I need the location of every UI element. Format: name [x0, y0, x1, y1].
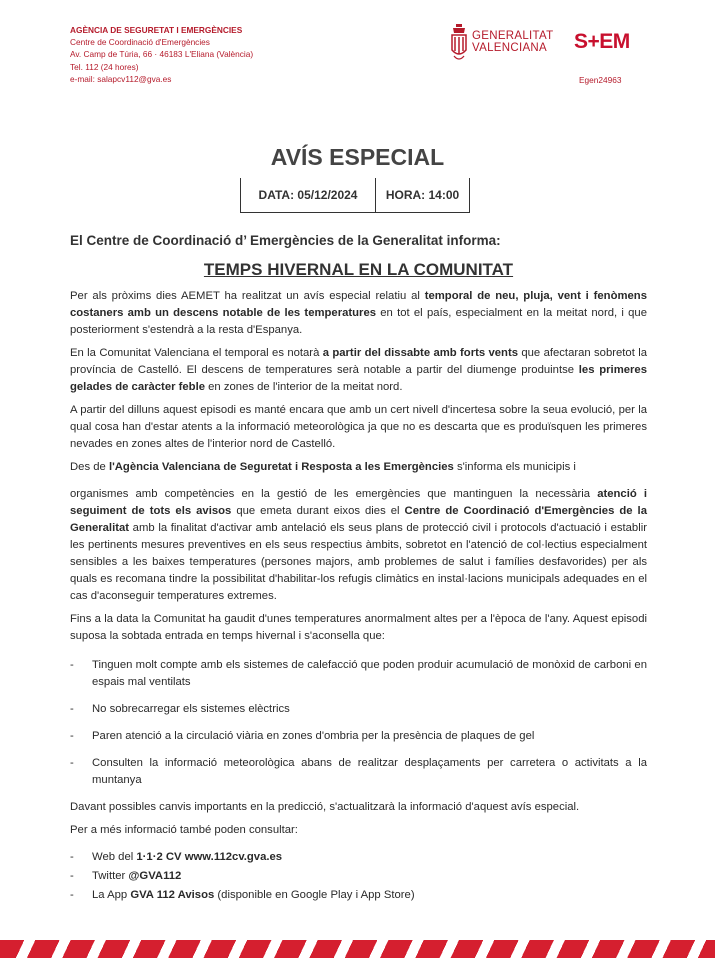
- sender-address: Av. Camp de Túria, 66 · 46183 L'Eliana (València): [70, 49, 254, 60]
- sender-phone: Tel. 112 (24 hores): [70, 61, 139, 72]
- sender-org: AGÈNCIA DE SEGURETAT I EMERGÈNCIES: [70, 25, 243, 35]
- list-item: - Tinguen molt compte amb els sistemes de calefacció que poden produir acumulació de monòxid de carboni en espais mal ventilats: [70, 659, 647, 688]
- sender-block: [70, 24, 253, 85]
- time-cell: HORA: 14:00: [385, 188, 460, 202]
- sem-logo: S+EM: [574, 30, 630, 53]
- notice-subtitle: TEMPS HIVERNAL EN LA COMUNITAT: [203, 260, 514, 279]
- gva-line-2: VALENCIANA: [472, 42, 548, 54]
- paragraph-aemet: Per als pròxims dies AEMET ha realitzat un avís especial relatiu al temporal de neu, pluja, vent i fenòmens costaners amb un descens notable de les temperatures en tot el país, especialment en la meitat nord, i que posteriorment s'estendrà a la resta d'Espanya.: [70, 290, 647, 336]
- sender-line: Centre de Coordinació d'Emergències: [70, 37, 210, 48]
- contact-list: [70, 849, 647, 904]
- paragraph-update: Davant possibles canvis importants en la predicció, s'actualitzarà la informació d'aquest avís especial.: [70, 801, 580, 813]
- date-cell: DATA: 05/12/2024: [241, 178, 376, 212]
- footer-stripe: [0, 940, 715, 958]
- gva-line-1: GENERALITAT: [472, 30, 554, 42]
- contact-web[interactable]: - Web del 1·1·2 CV www.112cv.gva.es: [70, 851, 283, 863]
- paragraph-more-info: Per a més informació també poden consultar:: [70, 824, 298, 836]
- list-item: - Paren atenció a la circulació viària en zones d'ombria per la presència de plaques de gel: [70, 730, 535, 742]
- paragraph-agencia: Des de l'Agència Valenciana de Seguretat i Resposta a les Emergències s'informa els municipis i: [70, 461, 576, 473]
- notice-body: [70, 232, 647, 908]
- contact-app[interactable]: - La App GVA 112 Avisos (disponible en Google Play i App Store): [70, 889, 415, 901]
- header-logos: [450, 24, 650, 64]
- contact-twitter[interactable]: - Twitter @GVA112: [70, 870, 182, 882]
- date-time-box: [240, 178, 470, 213]
- sender-email[interactable]: e-mail: salapcv112@gva.es: [70, 73, 172, 84]
- paragraph-dilluns: A partir del dilluns aquest episodi es manté encara que amb un cert nivell d'incertesa sobre la seua evolució, per la qual cosa han d'estar atents a la informació meteorològica ja que no es descarta que es produïsquen les primeres nevades en zones altes de l'interior nord de Castelló.: [70, 404, 647, 450]
- paragraph-organismes: organismes amb competències en la gestió de les emergències que mantinguen la necessària atenció i seguiment de tots els avisos que emeta durant eixos dies el Centre de Coordinació d'Emergències de la Generalitat amb la finalitat d'activar amb antelació els seus plans de protecció civil i protocols d'actuació i establir les pertinents mesures preventives en els seus respectius àmbits, sobretot en l'atenció de col·lectius especialment sensibles a les baixes temperatures (persones majors, amb problemes de salut i famílies desfavorides) per als quals es recomana tindre la possibilitat d'habilitar-los refugis climàtics en instal·lacions municipals adequades en el cas d'aconseguir temperatures extremes.: [70, 488, 648, 602]
- paragraph-comunitat: En la Comunitat Valenciana el temporal es notarà a partir del dissabte amb forts vents que afectaran sobretot la província de Castelló. El descens de temperatures serà notable a partir del diumenge produintse les primeres gelades de caràcter feble en zones de l'interior de la meitat nord.: [70, 347, 647, 393]
- page-title: AVÍS ESPECIAL: [270, 144, 445, 170]
- reference-code: Egen24963: [579, 75, 622, 85]
- list-item: - No sobrecarregar els sistemes elèctrics: [70, 703, 290, 715]
- list-item: - Consulten la informació meteorològica abans de realitzar desplaçaments per carretera o activitats a la muntanya: [70, 757, 647, 786]
- generalitat-logo-text: [472, 30, 553, 54]
- generalitat-shield-icon: [450, 24, 468, 62]
- intro-line: El Centre de Coordinació d’ Emergències de la Generalitat informa:: [70, 233, 501, 248]
- paragraph-fins: Fins a la data la Comunitat ha gaudit d'unes temperatures anormalment altes per a l'època de l'any. Aquest episodi suposa la sobtada entrada en temps hivernal i s'aconsella que:: [70, 613, 647, 642]
- recommendations-list: [70, 657, 647, 789]
